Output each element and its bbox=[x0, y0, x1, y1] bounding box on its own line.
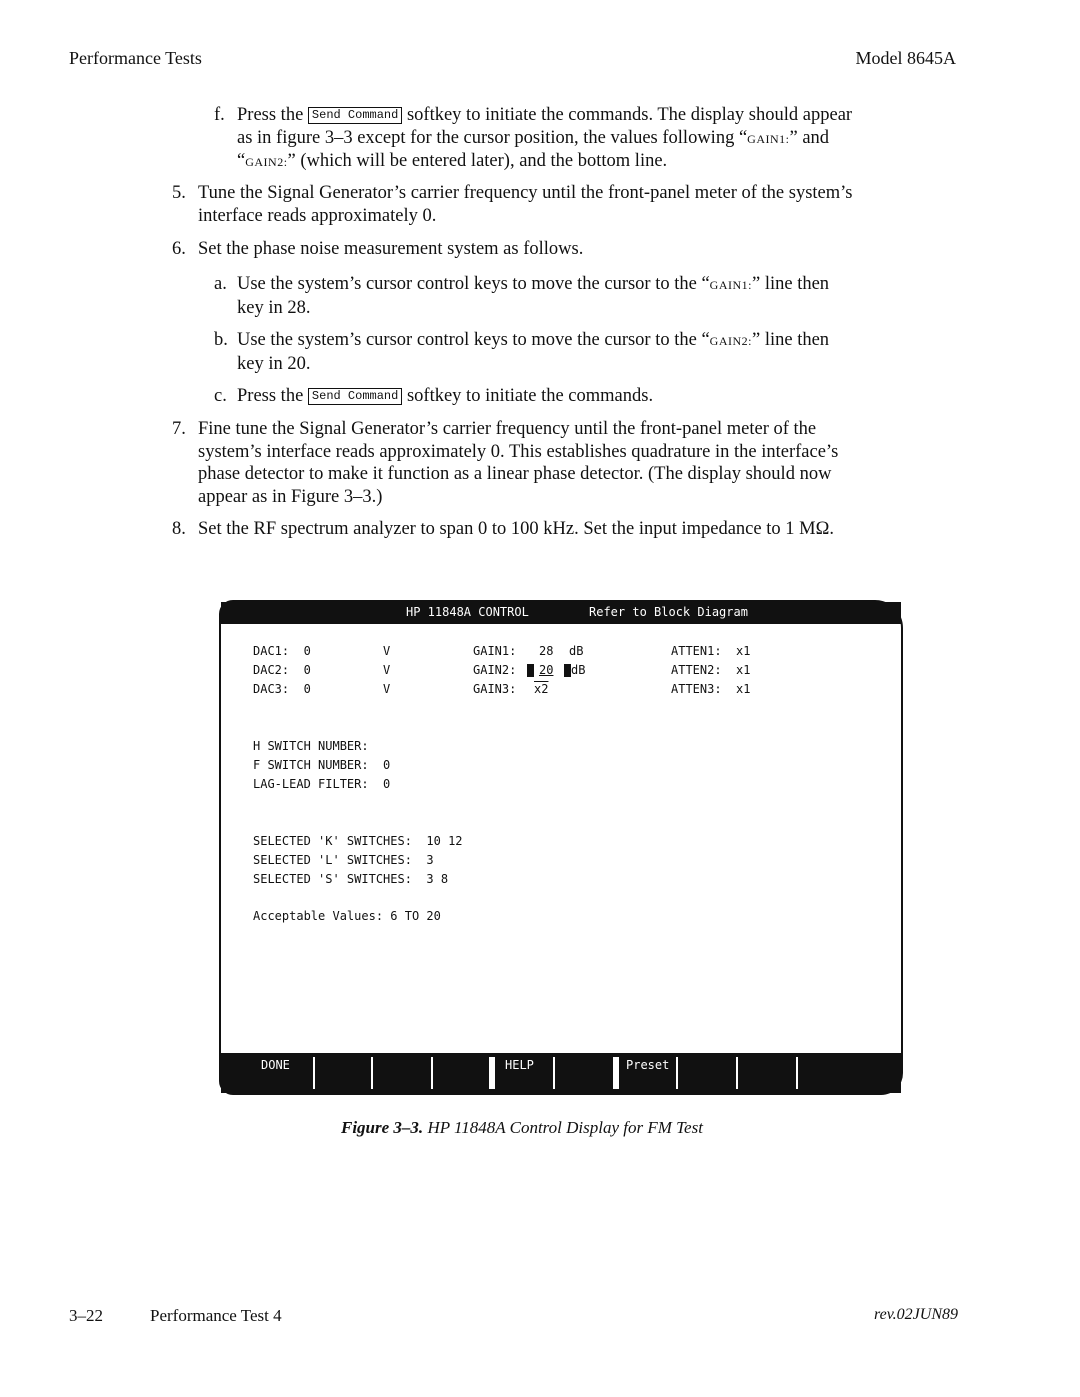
step-c-text: Press the bbox=[237, 386, 304, 406]
dac1-line: DAC1: 0 bbox=[253, 644, 311, 658]
softkey-help[interactable]: HELP bbox=[505, 1058, 534, 1072]
page-number: 3–22 bbox=[69, 1306, 103, 1325]
softkey-label: Command bbox=[801, 1148, 852, 1162]
acceptable-values: Acceptable Values: 6 TO 20 bbox=[253, 909, 441, 923]
step-b-text: key in 20. bbox=[237, 353, 311, 374]
atten3-line: ATTEN3: x1 bbox=[671, 682, 751, 696]
step-6 bbox=[172, 238, 962, 261]
gain3-value: x2 bbox=[534, 682, 549, 696]
step-b-text: ” line then bbox=[752, 330, 830, 350]
gain1-code: GAIN1: bbox=[747, 131, 790, 146]
dac3-unit: V bbox=[383, 682, 391, 696]
softkey-label: Clear bbox=[375, 1094, 412, 1108]
softkey-divider bbox=[371, 1057, 373, 1089]
step-c-text: softkey to initiate the commands. bbox=[406, 386, 654, 406]
gain2-value: 20 bbox=[539, 663, 554, 677]
step-f-text: “ bbox=[237, 151, 246, 171]
gain3-label: GAIN3: bbox=[473, 682, 517, 696]
revision-date: rev.02JUN89 bbox=[874, 1306, 958, 1323]
step-7-line: Fine tune the Signal Generator’s carrier frequency until the front-panel meter of the bbox=[198, 419, 817, 439]
step-8 bbox=[172, 518, 962, 541]
dac1-unit: V bbox=[383, 644, 391, 658]
dac2-unit: V bbox=[383, 663, 391, 677]
footer-section: Performance Test 4 bbox=[150, 1306, 282, 1325]
step-5 bbox=[172, 182, 962, 227]
gain1-unit: dB bbox=[569, 644, 584, 658]
running-header-right: Model 8645A bbox=[855, 48, 956, 68]
step-number: 7. bbox=[172, 419, 186, 439]
step-number: 6. bbox=[172, 239, 186, 259]
step-number: 5. bbox=[172, 183, 186, 203]
softkey-divider bbox=[431, 1057, 433, 1089]
step-f-text: ” and bbox=[789, 127, 830, 148]
screen-title: HP 11848A CONTROL bbox=[406, 605, 529, 619]
screen-title-hint: Refer to Block Diagram bbox=[589, 605, 748, 619]
step-a-text: ” line then bbox=[752, 274, 830, 294]
step-8-line: Set the RF spectrum analyzer to span 0 to 100 kHz. Set the input impedance to 1 MΩ. bbox=[198, 519, 834, 539]
softkey-label: Overld bbox=[375, 1148, 419, 1162]
atten1-line: ATTEN1: x1 bbox=[671, 644, 751, 658]
softkey-preset[interactable]: Preset bbox=[626, 1058, 670, 1072]
step-7-line: system’s interface reads approximately 0. This establishes quadrature in the interface’s bbox=[198, 441, 839, 462]
softkey-marker bbox=[613, 1057, 619, 1089]
send-command-key: Send Command bbox=[308, 388, 402, 405]
softkey-divider bbox=[553, 1057, 555, 1089]
step-a-text: key in 28. bbox=[237, 297, 311, 318]
gain2-unit: dB bbox=[571, 663, 586, 677]
figure-caption bbox=[341, 1118, 703, 1138]
step-label: c. bbox=[214, 386, 227, 406]
step-f bbox=[214, 104, 959, 174]
h-switch-number: H SWITCH NUMBER: bbox=[253, 739, 369, 753]
atten2-line: ATTEN2: x1 bbox=[671, 663, 751, 677]
softkey-divider bbox=[796, 1057, 798, 1089]
gain1-value: 28 bbox=[539, 644, 554, 658]
dac3-line: DAC3: 0 bbox=[253, 682, 311, 696]
softkey-marker bbox=[489, 1057, 495, 1089]
step-6c bbox=[214, 385, 959, 408]
step-5-line: interface reads approximately 0. bbox=[198, 205, 437, 226]
step-label: a. bbox=[214, 274, 227, 294]
gain2-code: GAIN2: bbox=[245, 155, 288, 169]
step-6-line: Set the phase noise measurement system as follows. bbox=[198, 239, 584, 259]
softkey-done[interactable]: DONE bbox=[261, 1058, 290, 1072]
field-marker bbox=[527, 664, 534, 677]
softkey-divider bbox=[736, 1057, 738, 1089]
l-switches: SELECTED 'L' SWITCHES: 3 bbox=[253, 853, 434, 867]
gain2-code: GAIN2: bbox=[709, 334, 752, 348]
step-f-label: f. bbox=[214, 105, 225, 125]
send-command-key: Send Command bbox=[308, 107, 402, 124]
step-number: 8. bbox=[172, 519, 186, 539]
step-7 bbox=[172, 418, 962, 508]
step-f-text: Press the bbox=[237, 105, 304, 125]
softkey-divider bbox=[313, 1057, 315, 1089]
step-5-line: Tune the Signal Generator’s carrier frequency until the front-panel meter of the system’s bbox=[198, 183, 853, 203]
softkey-label: Clear bbox=[435, 1094, 472, 1108]
softkey-label: Outoflk bbox=[435, 1148, 486, 1162]
step-f-text: softkey to initiate the commands. The display should appear bbox=[406, 105, 853, 125]
screen-title-bar bbox=[221, 602, 901, 624]
gain2-label: GAIN2: bbox=[473, 663, 517, 677]
step-b-text: Use the system’s cursor control keys to move the cursor to the “ bbox=[237, 330, 710, 350]
k-switches: SELECTED 'K' SWITCHES: 10 12 bbox=[253, 834, 463, 848]
field-marker bbox=[564, 664, 571, 677]
s-switches: SELECTED 'S' SWITCHES: 3 8 bbox=[253, 872, 449, 886]
step-f-text: ” (which will be entered later), and the bottom line. bbox=[287, 151, 668, 171]
figure-number: Figure 3–3. bbox=[341, 1118, 424, 1137]
running-header-left: Performance Tests bbox=[69, 48, 202, 68]
gain1-label: GAIN1: bbox=[473, 644, 517, 658]
softkey-send-command[interactable] bbox=[801, 1056, 852, 1200]
step-7-line: appear as in Figure 3–3.) bbox=[198, 486, 383, 507]
lag-lead-filter: LAG-LEAD FILTER: 0 bbox=[253, 777, 391, 791]
gain1-code: GAIN1: bbox=[709, 278, 752, 292]
step-f-text: as in figure 3–3 except for the cursor position, the values following “ bbox=[237, 127, 748, 148]
figure-title: HP 11848A Control Display for FM Test bbox=[427, 1118, 703, 1137]
step-label: b. bbox=[214, 330, 228, 350]
step-7-line: phase detector to make it function as a linear phase detector. (The display should now bbox=[198, 464, 832, 484]
f-switch-number: F SWITCH NUMBER: 0 bbox=[253, 758, 391, 772]
step-a-text: Use the system’s cursor control keys to move the cursor to the “ bbox=[237, 274, 710, 294]
dac2-line: DAC2: 0 bbox=[253, 663, 311, 677]
softkey-label: Send bbox=[809, 1094, 838, 1108]
softkey-divider bbox=[676, 1057, 678, 1089]
step-6b bbox=[214, 329, 959, 375]
step-6a bbox=[214, 273, 959, 319]
